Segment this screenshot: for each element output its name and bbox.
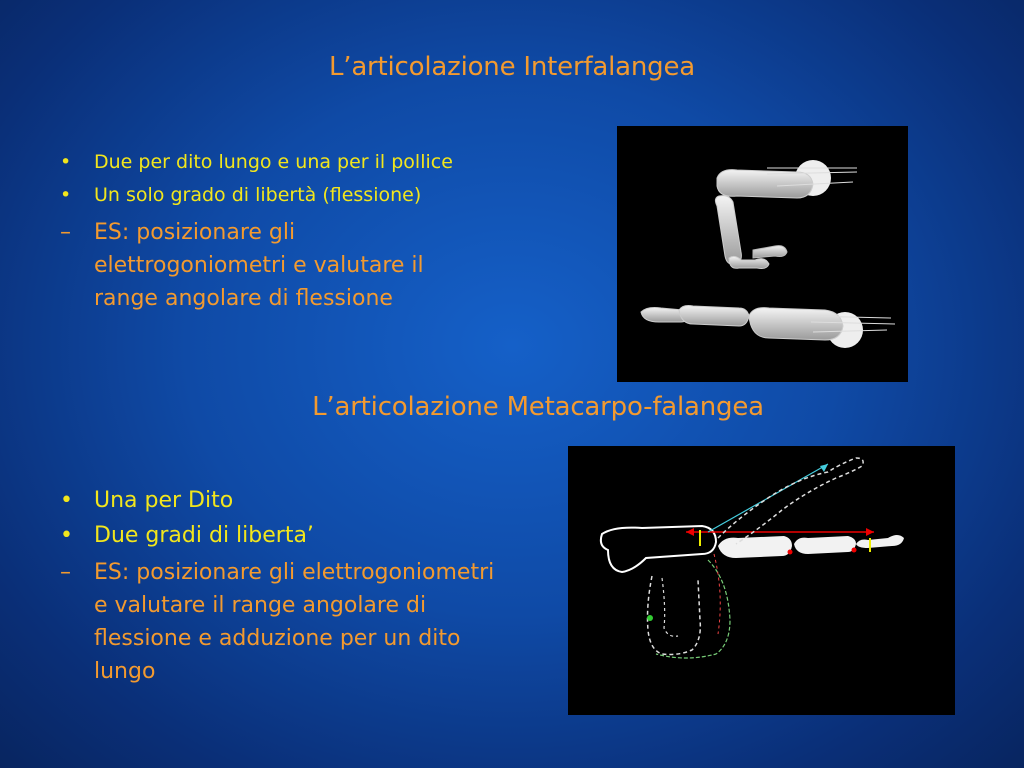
list-item: • Una per Dito: [60, 488, 234, 513]
finger-flexion-diagram-icon: [568, 446, 955, 715]
list-item-text: ES: posizionare gli elettrogoniometri e valutare il range angolare di flessione e adduzione per un dito lungo: [94, 560, 495, 685]
list-item-text: Due gradi di liberta’: [94, 523, 314, 549]
list-item-text: ES: posizionare gli elettrogoniometri e valutare il range angolare di flessione: [94, 220, 424, 312]
list-item: – ES: posizionare gli elettrogoniometri e valutare il range angolare di flessione: [60, 220, 424, 312]
list-item: • Un solo grado di libertà (flessione): [60, 184, 422, 207]
list-item-text: Una per Dito: [94, 488, 234, 513]
finger-bones-xray-icon: [617, 126, 908, 382]
list-item-text: Un solo grado di libertà (flessione): [94, 184, 422, 207]
bullet-list-metacarpo-falangea: [58, 486, 498, 688]
list-item: • Due gradi di liberta’: [60, 523, 314, 549]
section-title-metacarpo-falangea: L’articolazione Metacarpo-falangea: [312, 392, 764, 422]
list-item: • Due per dito lungo e una per il pollice: [60, 151, 453, 173]
list-item-text: Due per dito lungo e una per il pollice: [94, 151, 453, 173]
section-title-interfalangea: L’articolazione Interfalangea: [328, 52, 696, 82]
list-item: – ES: posizionare gli elettrogoniometri e valutare il range angolare di flessione e adduzione per un dito lungo: [60, 560, 495, 685]
bullet-list-interfalangea: [58, 150, 488, 315]
